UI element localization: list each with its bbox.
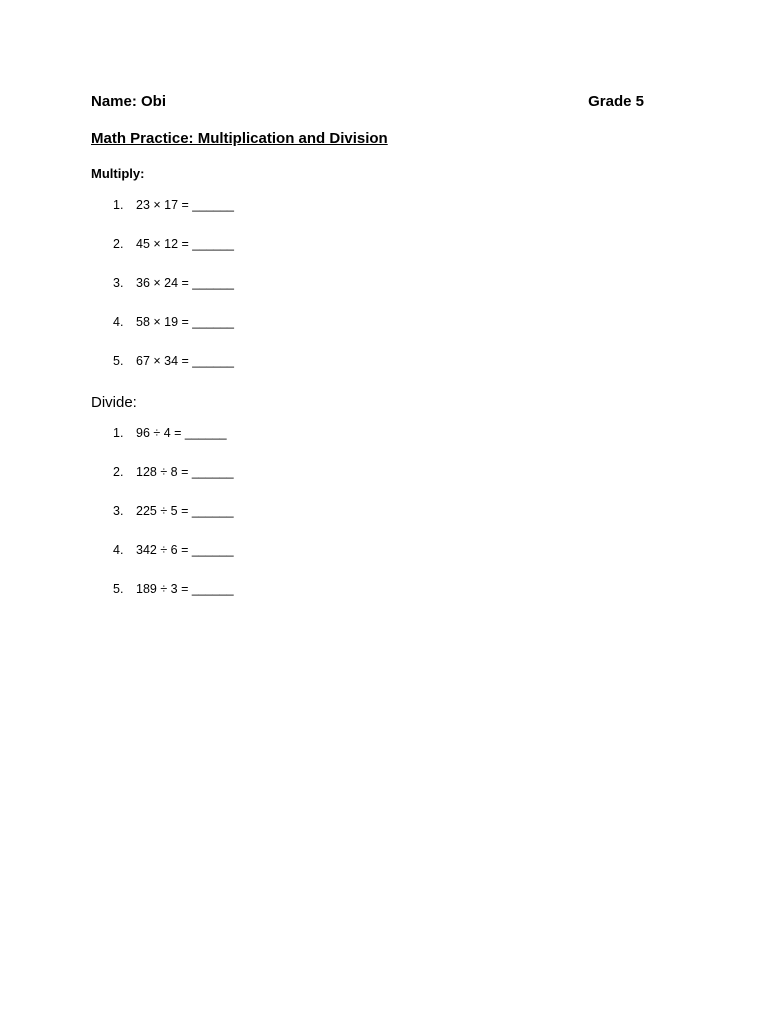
problem-number: 4. — [113, 315, 124, 329]
problem-expression: 128 ÷ 8 = ______ — [136, 465, 234, 479]
grade-label: Grade 5 — [588, 93, 644, 110]
problem-number: 3. — [113, 276, 124, 290]
problem-expression: 96 ÷ 4 = ______ — [136, 426, 227, 440]
multiply-heading: Multiply: — [91, 166, 145, 181]
header-row — [91, 93, 644, 115]
problem-number: 1. — [113, 198, 124, 212]
problem-expression: 45 × 12 = ______ — [136, 237, 235, 251]
problem-number: 1. — [113, 426, 124, 440]
problem-expression: 189 ÷ 3 = ______ — [136, 582, 234, 596]
problem-number: 5. — [113, 582, 124, 596]
problem-expression: 342 ÷ 6 = ______ — [136, 543, 234, 557]
problem-expression: 67 × 34 = ______ — [136, 354, 235, 368]
problem-number: 3. — [113, 504, 124, 518]
problem-expression: 23 × 17 = ______ — [136, 198, 235, 212]
problem-number: 2. — [113, 465, 124, 479]
student-name: Name: Obi — [91, 93, 167, 110]
problem-expression: 58 × 19 = ______ — [136, 315, 235, 329]
worksheet-title: Math Practice: Multiplication and Division — [91, 130, 388, 147]
problem-number: 2. — [113, 237, 124, 251]
problem-expression: 36 × 24 = ______ — [136, 276, 235, 290]
problem-number: 5. — [113, 354, 124, 368]
problem-expression: 225 ÷ 5 = ______ — [136, 504, 234, 518]
problem-number: 4. — [113, 543, 124, 557]
divide-heading: Divide: — [91, 394, 137, 411]
